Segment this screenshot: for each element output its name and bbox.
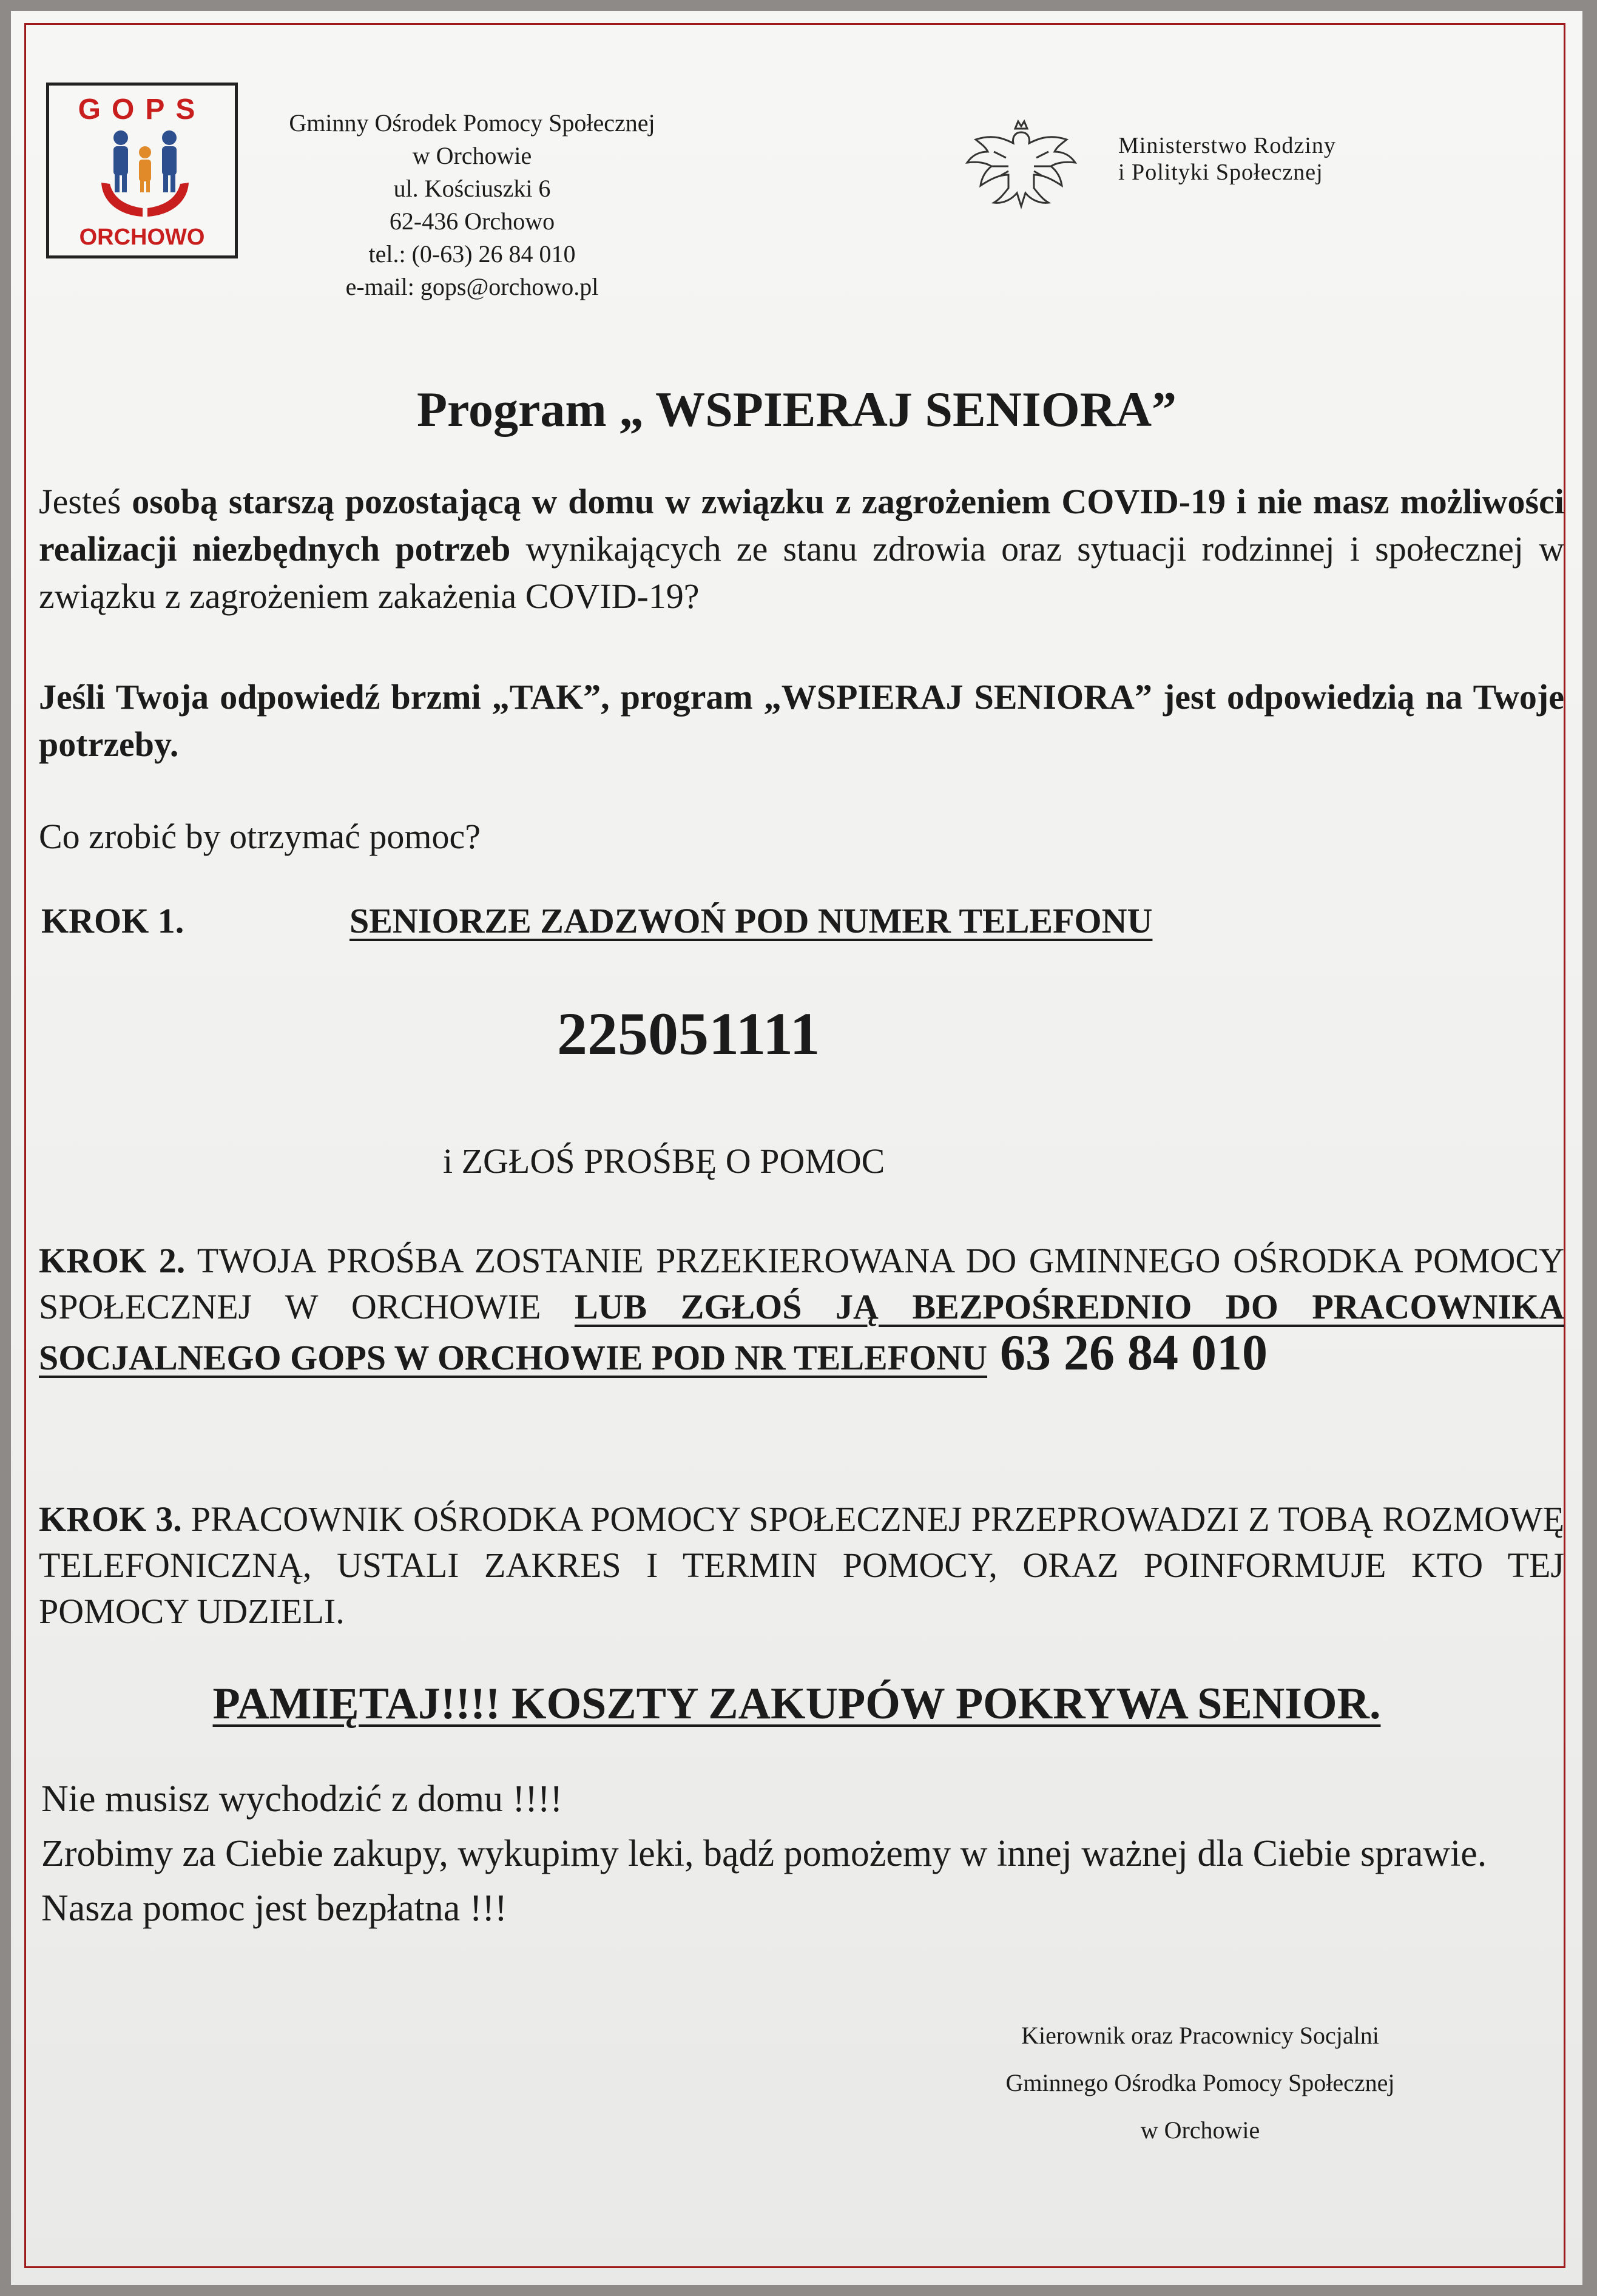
step-1-text: SENIORZE ZADZWOŃ POD NUMER TELEFONU (349, 901, 1153, 940)
ministry-line-1: Ministerstwo Rodziny (1118, 133, 1336, 158)
closing-line-1: Nie musisz wychodzić z domu !!!! (41, 1778, 563, 1820)
org-email: e-mail: gops@orchowo.pl (345, 273, 599, 300)
intro-text-1: Jesteś (39, 482, 132, 521)
step-3-text: PRACOWNIK OŚRODKA POMOCY SPOŁECZNEJ PRZEPROWADZI Z TOBĄ ROZMOWĘ TELEFONICZNĄ, USTALI ZAKRES I TERMIN POMOCY, ORAZ POINFORMUJE KTO TEJ POMOCY UDZIELI. (39, 1499, 1564, 1631)
step-2-phone-number: 63 26 84 010 (987, 1325, 1268, 1381)
ministry-line-2: i Polityki Społecznej (1118, 160, 1323, 185)
white-eagle-emblem-icon (957, 115, 1085, 212)
intro-text-2: wynikających ze stanu zdrowia oraz sytuacji rodzinnej i społecznej w związku z zagrożeniem zakażenia COVID-19? (39, 529, 1564, 616)
organization-address (278, 107, 666, 303)
step-3-label: KROK 3. (39, 1499, 182, 1539)
document-sheet (11, 11, 1582, 2285)
org-phone: tel.: (0-63) 26 84 010 (368, 240, 576, 268)
signature-block (957, 2012, 1443, 2154)
help-question: Co zrobić by otrzymać pomoc? (39, 817, 481, 856)
step-1-phone-number: 225051111 (557, 1000, 820, 1067)
logo-top-text: GOPS (78, 93, 206, 126)
org-street: ul. Kościuszki 6 (393, 175, 551, 202)
intro-bold: osobą starszą pozostającą w domu w związku z zagrożeniem COVID-19 i nie masz możliwości realizacji niezbędnych potrzeb (39, 482, 1564, 569)
step-3-paragraph (39, 1496, 1564, 1635)
logo-bottom-text: ORCHOWO (79, 225, 205, 250)
signature-line-2: Gminnego Ośrodka Pomocy Społecznej (1005, 2069, 1395, 2096)
cost-warning: PAMIĘTAJ!!!! KOSZTY ZAKUPÓW POKRYWA SENIOR. (212, 1679, 1381, 1729)
ministry-name (1118, 132, 1434, 186)
closing-line-2: Zrobimy za Ciebie zakupy, wykupimy leki, bądź pomożemy w innej ważnej dla Ciebie sprawie. Nasza pomoc jest bezpłatna !!! (41, 1833, 1487, 1929)
step-1-label: KROK 1. (41, 901, 184, 940)
org-name: Gminny Ośrodek Pomocy Społecznej w Orchowie (289, 109, 655, 169)
step-2-label: KROK 2. (39, 1241, 186, 1280)
family-hands-icon (96, 124, 194, 224)
step-2-paragraph (39, 1238, 1564, 1381)
gops-logo (46, 83, 238, 258)
intro-paragraph (39, 478, 1564, 620)
org-postcode: 62-436 Orchowo (389, 208, 555, 235)
step-1-request-text: i ZGŁOŚ PROŚBĘ O POMOC (443, 1141, 885, 1181)
signature-line-1: Kierownik oraz Pracownicy Socjalni (1021, 2022, 1379, 2049)
signature-line-3: w Orchowie (1140, 2116, 1260, 2144)
program-title: Program „ WSPIERAJ SENIORA” (416, 382, 1177, 437)
step-2-text: TWOJA PROŚBA ZOSTANIE PRZEKIEROWANA DO GMINNEGO OŚRODKA POMOCY SPOŁECZNEJ W ORCHOWIE (39, 1241, 1564, 1326)
step-2-underlined-text: LUB ZGŁOŚ JĄ BEZPOŚREDNIO DO PRACOWNIKA SOCJALNEGO GOPS W ORCHOWIE POD NR TELEFONU (39, 1287, 1564, 1377)
closing-paragraph (41, 1772, 1570, 1936)
answer-paragraph: Jeśli Twoja odpowiedź brzmi „TAK”, program „WSPIERAJ SENIORA” jest odpowiedzią na Twoje potrzeby. (39, 677, 1564, 764)
